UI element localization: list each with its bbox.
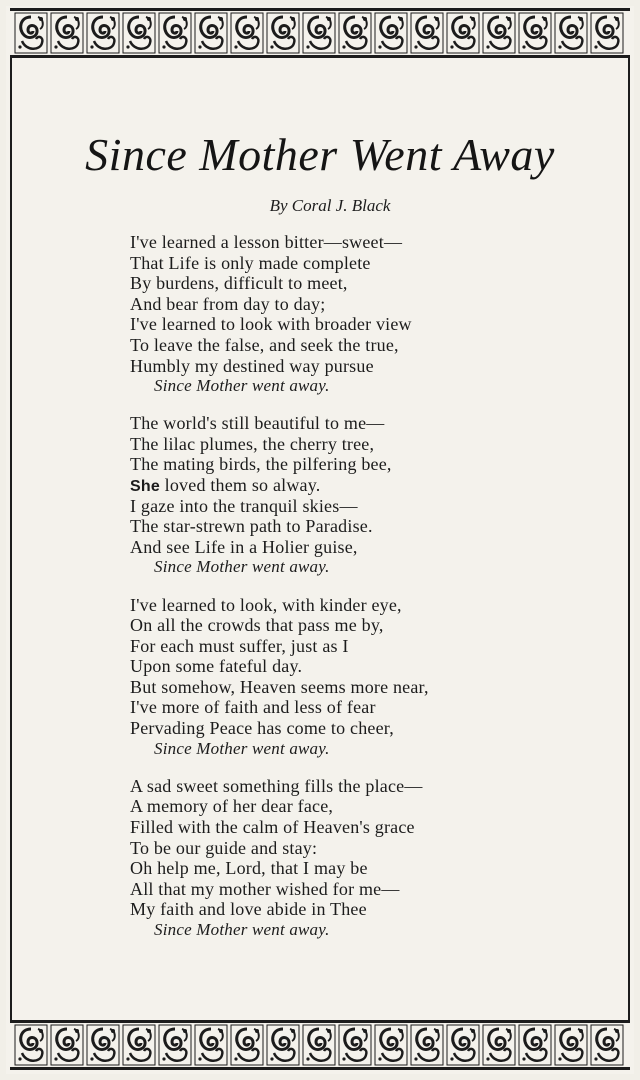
bottom-ornamental-border bbox=[10, 1020, 630, 1070]
poem-line: I've more of faith and less of fear bbox=[130, 697, 376, 718]
poem-title: Since Mother Went Away bbox=[85, 129, 555, 180]
poem-line: To be our guide and stay: bbox=[130, 837, 318, 858]
poem-byline: By Coral J. Black bbox=[269, 196, 391, 215]
poem-line: And see Life in a Holier guise, bbox=[130, 536, 358, 557]
poem-refrain: Since Mother went away. bbox=[154, 376, 330, 396]
poem-refrain: Since Mother went away. bbox=[154, 919, 330, 939]
poem-line: And bear from day to day; bbox=[130, 293, 326, 314]
poem-line: A memory of her dear face, bbox=[130, 796, 334, 817]
poem-refrain: Since Mother went away. bbox=[154, 557, 330, 577]
scroll-ornament-row-bottom bbox=[10, 1023, 630, 1067]
poem-line: I've learned to look with broader view bbox=[130, 314, 412, 335]
poem-line: Filled with the calm of Heaven's grace bbox=[130, 816, 415, 837]
poem-line: By burdens, difficult to meet, bbox=[130, 273, 348, 294]
poem-line-with-emphasis bbox=[130, 475, 590, 496]
poem-line: I gaze into the tranquil skies— bbox=[130, 495, 358, 516]
poem-line: I've learned to look, with kinder eye, bbox=[130, 594, 402, 615]
poem-line: The world's still beautiful to me— bbox=[130, 413, 385, 434]
poem-line: The star-strewn path to Paradise. bbox=[130, 516, 373, 537]
poem-line: On all the crowds that pass me by, bbox=[130, 615, 384, 636]
stanza-1 bbox=[130, 232, 590, 397]
poem-line: My faith and love abide in Thee bbox=[130, 899, 367, 920]
poem-line: Oh help me, Lord, that I may be bbox=[130, 858, 368, 879]
stanza-3 bbox=[130, 595, 590, 760]
poem-line: Pervading Peace has come to cheer, bbox=[130, 718, 394, 739]
poem-line: But somehow, Heaven seems more near, bbox=[130, 676, 429, 697]
poem-line: That Life is only made complete bbox=[130, 252, 371, 273]
poem-line: I've learned a lesson bitter—sweet— bbox=[130, 232, 403, 252]
stanza-2 bbox=[130, 413, 590, 578]
poem-line: A sad sweet something fills the place— bbox=[130, 775, 423, 796]
poem-line: Humbly my destined way pursue bbox=[130, 355, 374, 376]
poem-line: All that my mother wished for me— bbox=[130, 878, 400, 899]
poem-line: To leave the false, and seek the true, bbox=[130, 334, 399, 355]
top-ornamental-border bbox=[10, 8, 630, 58]
scroll-ornament-row-top bbox=[10, 11, 630, 55]
stanza-4 bbox=[130, 776, 590, 941]
poem-line: The lilac plumes, the cherry tree, bbox=[130, 433, 375, 454]
poem-line-rest: loved them so alway. bbox=[164, 475, 321, 496]
poem-refrain: Since Mother went away. bbox=[154, 738, 330, 758]
emphasis-word: She bbox=[130, 478, 160, 496]
poem-line: Upon some fateful day. bbox=[130, 656, 303, 677]
poem-body bbox=[130, 232, 590, 957]
poem-line: The mating birds, the pilfering bee, bbox=[130, 454, 392, 475]
poem-line: For each must suffer, just as I bbox=[130, 635, 349, 656]
